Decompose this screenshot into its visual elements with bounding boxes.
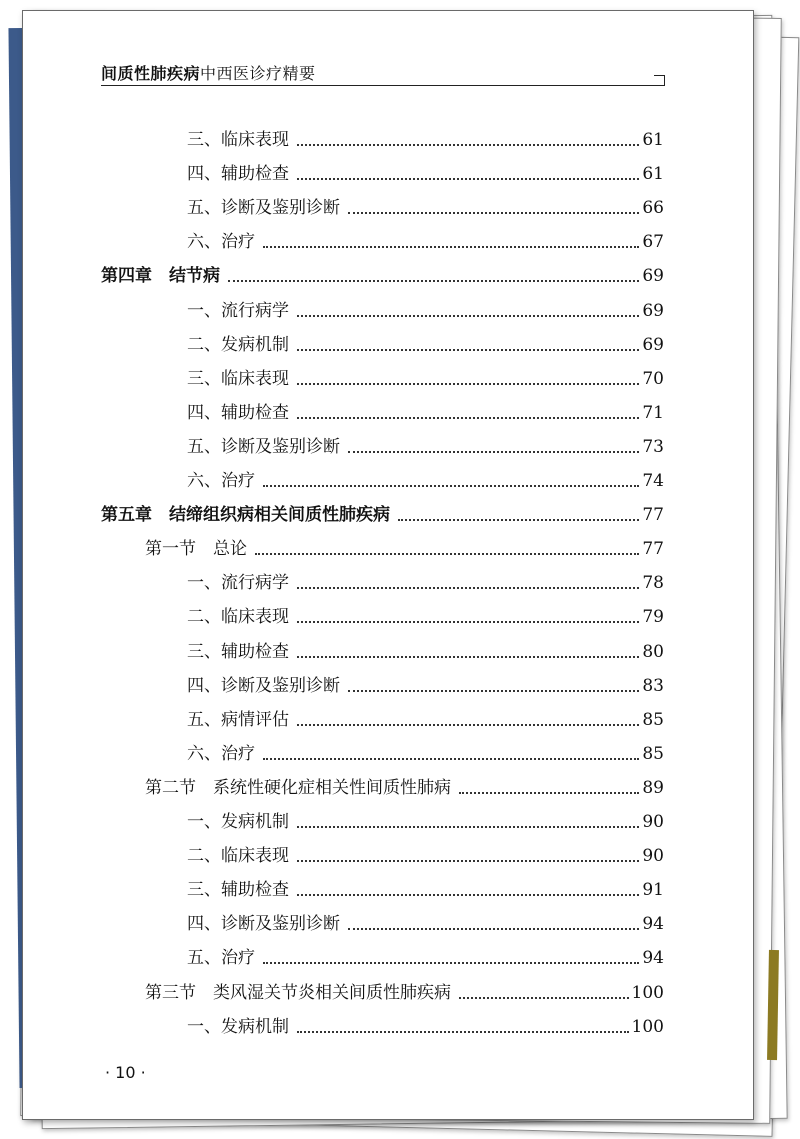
toc-entry-item[interactable] <box>101 196 664 220</box>
toc-entry-title: 二、临床表现 <box>187 846 289 867</box>
dot-leader <box>297 656 639 658</box>
page-number: · 10 · <box>105 1063 146 1082</box>
toc-entry-item[interactable] <box>101 946 664 970</box>
toc-entry-page: 83 <box>642 675 664 696</box>
toc-entry-title: 第二节 系统性硬化症相关性间质性肺病 <box>145 777 451 798</box>
toc-entry-page: 85 <box>642 743 664 764</box>
toc-entry-page: 90 <box>642 812 664 832</box>
dot-leader <box>297 178 639 180</box>
dot-leader <box>348 928 639 930</box>
toc-entry-title: 三、辅助检查 <box>187 641 289 662</box>
toc-entry-item[interactable] <box>101 674 664 698</box>
dot-leader <box>297 349 639 351</box>
toc-page <box>22 10 754 1120</box>
toc-entry-item[interactable] <box>101 912 664 936</box>
toc-entry-page: 66 <box>642 198 664 219</box>
dot-leader <box>263 246 639 248</box>
dot-leader <box>348 451 639 453</box>
toc-entry-item[interactable] <box>101 299 664 323</box>
toc-entry-page: 69 <box>642 266 664 287</box>
toc-entry-item[interactable] <box>101 128 664 152</box>
toc-entry-title: 六、治疗 <box>187 471 255 491</box>
toc-entry-item[interactable] <box>101 230 664 254</box>
toc-entry-page: 78 <box>642 573 664 594</box>
dot-leader <box>398 519 639 521</box>
toc-entry-item[interactable] <box>101 844 664 868</box>
toc-entry-title: 六、治疗 <box>187 743 255 764</box>
toc-entry-page: 100 <box>631 982 664 1003</box>
header-corner-mark <box>654 75 665 86</box>
toc-entry-page: 91 <box>642 880 664 901</box>
toc-entry-section[interactable] <box>101 981 664 1005</box>
toc-entry-title: 一、流行病学 <box>187 300 289 321</box>
toc-entry-title: 四、诊断及鉴别诊断 <box>187 675 340 696</box>
toc-entry-page: 85 <box>642 709 664 730</box>
toc-entry-title: 三、辅助检查 <box>187 880 289 901</box>
toc-entry-title: 一、发病机制 <box>187 1016 289 1037</box>
toc-entry-title: 四、辅助检查 <box>187 164 289 185</box>
toc-entry-title: 五、诊断及鉴别诊断 <box>187 198 340 219</box>
dot-leader <box>297 860 639 862</box>
toc-entry-item[interactable] <box>101 640 664 664</box>
header-rule <box>101 85 664 86</box>
toc-entry-page: 69 <box>642 334 664 355</box>
dot-leader <box>459 792 639 794</box>
dot-leader <box>297 315 639 317</box>
toc-entry-page: 100 <box>631 1016 664 1037</box>
toc-entry-item[interactable] <box>101 401 664 425</box>
toc-entry-item[interactable] <box>101 810 664 834</box>
dot-leader <box>297 826 639 828</box>
toc-entry-item[interactable] <box>101 333 664 357</box>
dot-leader <box>297 894 639 896</box>
toc-entry-item[interactable] <box>101 162 664 186</box>
toc-entry-item[interactable] <box>101 708 664 732</box>
toc-entry-title: 五、诊断及鉴别诊断 <box>187 436 340 457</box>
toc-entry-title: 第三节 类风湿关节炎相关间质性肺疾病 <box>145 982 451 1003</box>
toc-entry-page: 61 <box>642 130 664 150</box>
dot-leader <box>297 417 639 419</box>
toc-entry-chapter[interactable] <box>101 264 664 288</box>
dot-leader <box>348 212 639 214</box>
dot-leader <box>263 485 639 487</box>
toc-entry-page: 73 <box>642 436 664 457</box>
toc-entry-title: 四、诊断及鉴别诊断 <box>187 914 340 935</box>
toc-entry-item[interactable] <box>101 1015 664 1039</box>
toc-entry-item[interactable] <box>101 435 664 459</box>
toc-entry-page: 94 <box>642 914 664 935</box>
dot-leader <box>263 962 639 964</box>
toc-entry-item[interactable] <box>101 367 664 391</box>
toc-entry-item[interactable] <box>101 878 664 902</box>
toc-entry-page: 77 <box>642 539 664 560</box>
running-head-rest: 中西医诊疗精要 <box>200 64 316 83</box>
dot-leader <box>297 383 639 385</box>
dot-leader <box>297 144 639 146</box>
toc-entry-title: 五、治疗 <box>187 948 255 969</box>
toc-entry-page: 69 <box>642 300 664 321</box>
toc-entry-title: 三、临床表现 <box>187 368 289 389</box>
toc-entry-page: 74 <box>642 471 664 491</box>
toc-entry-section[interactable] <box>101 776 664 800</box>
toc-entry-item[interactable] <box>101 571 664 595</box>
dot-leader <box>297 587 639 589</box>
toc-entry-title: 四、辅助检查 <box>187 402 289 423</box>
toc-entry-page: 71 <box>642 402 664 423</box>
toc-entry-page: 67 <box>642 232 664 253</box>
dot-leader <box>228 280 639 282</box>
toc-entry-title: 六、治疗 <box>187 232 255 253</box>
dot-leader <box>348 690 639 692</box>
toc-entry-page: 89 <box>642 777 664 798</box>
toc-entry-page: 90 <box>642 846 664 867</box>
toc-entry-title: 二、临床表现 <box>187 607 289 628</box>
dot-leader <box>297 1031 629 1033</box>
toc-entry-page: 77 <box>642 505 664 526</box>
toc-entry-page: 80 <box>642 641 664 662</box>
toc-entry-title: 五、病情评估 <box>187 709 289 730</box>
toc-entry-title: 二、发病机制 <box>187 334 289 355</box>
dot-leader <box>297 724 639 726</box>
toc-entry-title: 第一节 总论 <box>145 539 247 560</box>
dot-leader <box>255 553 639 555</box>
cover-edge-olive <box>767 950 779 1060</box>
toc-entry-page: 94 <box>642 948 664 969</box>
dot-leader <box>459 997 629 999</box>
toc-entry-section[interactable] <box>101 537 664 561</box>
toc-entry-item[interactable] <box>101 469 664 493</box>
running-head <box>101 61 316 84</box>
toc-entry-item[interactable] <box>101 605 664 629</box>
toc-entry-title: 一、流行病学 <box>187 573 289 594</box>
toc-entry-title: 第四章 结节病 <box>101 266 220 287</box>
dot-leader <box>263 758 639 760</box>
toc-entry-page: 61 <box>642 164 664 185</box>
dot-leader <box>297 621 639 623</box>
toc-entry-title: 一、发病机制 <box>187 812 289 832</box>
running-head-bold: 间质性肺疾病 <box>101 64 201 83</box>
toc-entry-item[interactable] <box>101 742 664 766</box>
toc-entry-chapter[interactable] <box>101 503 664 527</box>
toc-entry-title: 三、临床表现 <box>187 130 289 150</box>
toc-entry-page: 79 <box>642 607 664 628</box>
toc-entry-title: 第五章 结缔组织病相关间质性肺疾病 <box>101 505 390 526</box>
toc-entry-page: 70 <box>642 368 664 389</box>
